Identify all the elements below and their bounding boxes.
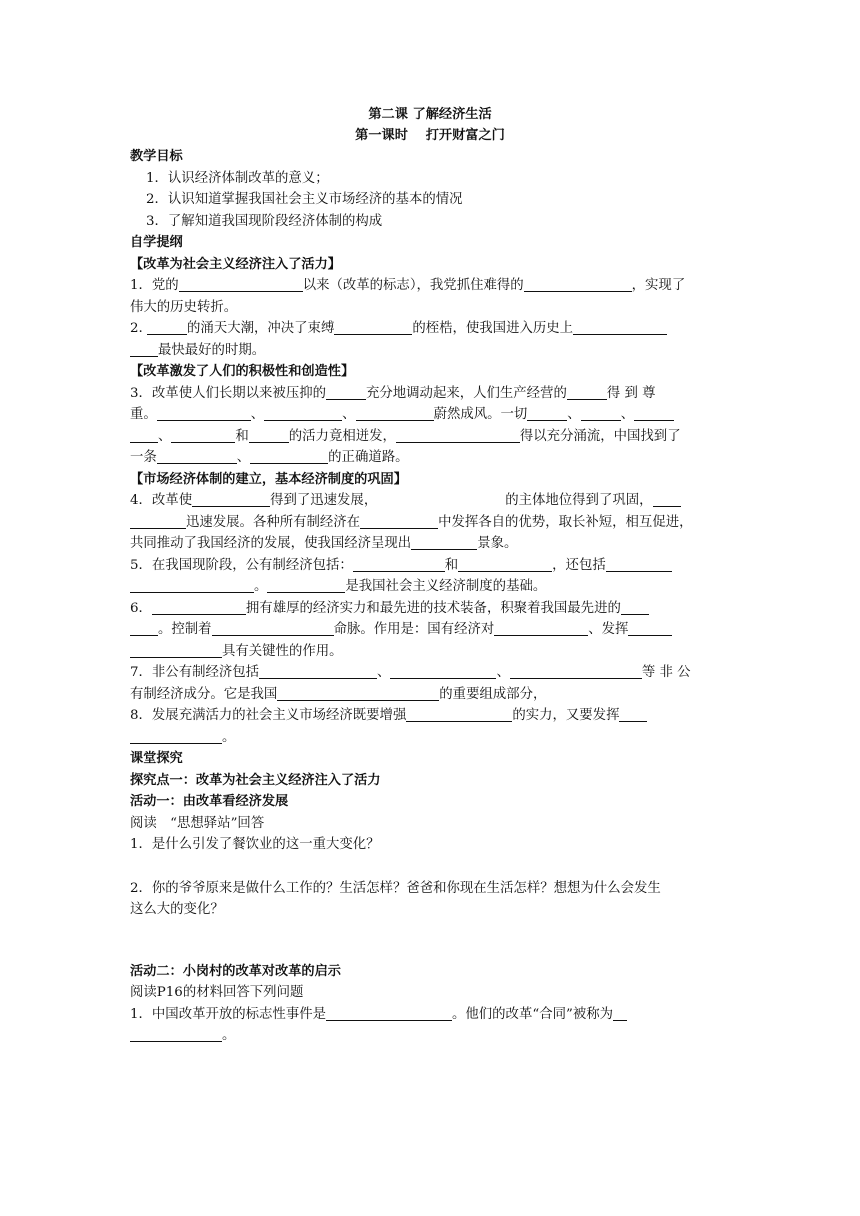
goal-item: 3．了解知道我国现阶段经济体制的构成 — [146, 213, 383, 229]
fill-blank[interactable] — [406, 707, 512, 722]
fill-blank[interactable] — [628, 621, 672, 636]
fill-blank[interactable] — [334, 320, 412, 335]
fill-blank[interactable] — [157, 406, 251, 421]
fill-blank[interactable] — [581, 406, 621, 421]
question-5-cont: 。 是我国社会主义经济制度的基础。 — [130, 576, 730, 598]
question-4: 4．改革使 得到了迅速发展， 的主体地位得到了巩固， — [130, 490, 730, 512]
question-3-cont2: 、 和 的活力竟相迸发， 得以充分涌流，中国找到了 — [130, 426, 730, 448]
goals-heading: 教学目标 — [130, 149, 183, 164]
question-8: 8．发展充满活力的社会主义市场经济既要增强 的实力，又要发挥 — [130, 705, 730, 727]
lesson-subtitle: 第一课时 打开财富之门 — [355, 128, 505, 143]
fill-blank[interactable] — [130, 342, 158, 357]
fill-blank[interactable] — [621, 600, 649, 615]
fill-blank[interactable] — [130, 621, 158, 636]
question-2-cont: 最快最好的时期。 — [130, 340, 730, 362]
activity-1-question-2: 2．你的爷爷原来是做什么工作的？生活怎样？爸爸和你现在生活怎样？想想为什么会发生 — [130, 880, 661, 896]
fill-blank[interactable] — [267, 578, 345, 593]
fill-blank[interactable] — [619, 707, 647, 722]
fill-blank[interactable] — [326, 1006, 452, 1021]
fill-blank[interactable] — [510, 664, 642, 679]
fill-blank[interactable] — [353, 557, 445, 572]
fill-blank[interactable] — [212, 621, 334, 636]
lesson-title: 第二课 了解经济生活 — [368, 107, 492, 122]
fill-blank[interactable] — [567, 385, 607, 400]
inquiry-heading: 课堂探究 — [130, 751, 183, 766]
fill-blank[interactable] — [250, 449, 328, 464]
fill-blank[interactable] — [147, 320, 187, 335]
fill-blank[interactable] — [264, 406, 342, 421]
fill-blank[interactable] — [130, 514, 186, 529]
fill-blank[interactable] — [411, 535, 477, 550]
activity-1-read: 阅读 “思想驿站”回答 — [130, 815, 265, 831]
fill-blank[interactable] — [277, 686, 439, 701]
fill-blank[interactable] — [130, 578, 254, 593]
activity-2-question-1: 1．中国改革开放的标志性事件是 。他们的改革“合同”被称为 — [130, 1004, 730, 1026]
activity-1-heading: 活动一：由改革看经济发展 — [130, 794, 289, 809]
fill-blank[interactable] — [259, 664, 377, 679]
fill-blank[interactable] — [171, 428, 235, 443]
fill-blank[interactable] — [360, 514, 438, 529]
goal-item: 2．认识知道掌握我国社会主义市场经济的基本的情况 — [146, 192, 463, 207]
fill-blank[interactable] — [130, 729, 222, 744]
fill-blank[interactable] — [130, 643, 222, 658]
question-7-cont: 有制经济成分。它是我国 的重要组成部分， — [130, 686, 547, 702]
question-7: 7．非公有制经济包括 、 、 等 非 公 — [130, 665, 691, 680]
question-8-cont: 。 — [130, 727, 730, 749]
fill-blank[interactable] — [524, 277, 632, 292]
fill-blank[interactable] — [157, 449, 237, 464]
fill-blank[interactable] — [606, 557, 672, 572]
section-heading-motivation: 【改革激发了人们的积极性和创造性】 — [130, 364, 355, 379]
outline-heading: 自学提纲 — [130, 235, 183, 250]
inquiry-point-1: 探究点一：改革为社会主义经济注入了活力 — [130, 772, 381, 788]
question-4-cont: 迅速发展。各种所有制经济在 中发挥各自的优势，取长补短，相互促进， — [130, 512, 730, 534]
fill-blank[interactable] — [152, 600, 246, 615]
section-heading-reform: 【改革为社会主义经济注入了活力】 — [130, 256, 341, 272]
question-4-cont2: 共同推动了我国经济的发展，使我国经济呈现出 景象。 — [130, 536, 518, 551]
activity-1-question-2-cont: 这么大的变化？ — [130, 902, 224, 917]
question-5: 5．在我国现阶段，公有制经济包括： 和 ，还包括 — [130, 555, 730, 577]
question-6: 6． 拥有雄厚的经济实力和最先进的技术装备，积聚着我国最先进的 — [130, 598, 730, 620]
fill-blank[interactable] — [527, 406, 567, 421]
fill-blank[interactable] — [396, 428, 520, 443]
goal-item: 1．认识经济体制改革的意义； — [146, 170, 329, 186]
question-6-cont2: 具有关键性的作用。 — [130, 641, 730, 663]
fill-blank[interactable] — [653, 492, 681, 507]
section-heading-market: 【市场经济体制的建立，基本经济制度的巩固】 — [130, 471, 407, 487]
fill-blank[interactable] — [613, 1006, 627, 1021]
question-3-cont: 重。 、 、 蔚然成风。一切 、 、 — [130, 404, 730, 426]
fill-blank[interactable] — [179, 277, 303, 292]
worksheet-page — [130, 104, 730, 1047]
fill-blank[interactable] — [634, 406, 674, 421]
question-2: 2. 的涌天大潮，冲决了束缚 的桎梏，使我国进入历史上 — [130, 318, 730, 340]
fill-blank[interactable] — [573, 320, 667, 335]
activity-2-question-1-cont: 。 — [130, 1025, 730, 1047]
activity-2-heading: 活动二：小岗村的改革对改革的启示 — [130, 963, 341, 979]
fill-blank[interactable] — [458, 557, 552, 572]
question-1-cont: 伟大的历史转折。 — [130, 299, 238, 315]
question-1: 1．党的 以来（改革的标志），我党抓住难得的 ，实现了 — [130, 278, 686, 293]
fill-blank[interactable] — [249, 428, 289, 443]
fill-blank[interactable] — [130, 428, 158, 443]
fill-blank[interactable] — [390, 664, 496, 679]
question-3-cont3: 一条 、 的正确道路。 — [130, 450, 409, 465]
fill-blank[interactable] — [356, 406, 434, 421]
fill-blank[interactable] — [494, 621, 588, 636]
question-3: 3．改革使人们长期以来被压抑的 充分地调动起来，人们生产经营的 得 到 尊 — [130, 385, 656, 401]
activity-1-question-1: 1．是什么引发了餐饮业的这一重大变化？ — [130, 837, 380, 852]
activity-2-read: 阅读P16的材料回答下列问题 — [130, 985, 304, 1000]
question-6-cont: 。控制着 命脉。作用是：国有经济对 、发挥 — [130, 619, 730, 641]
fill-blank[interactable] — [326, 385, 366, 400]
fill-blank[interactable] — [130, 1027, 222, 1042]
fill-blank[interactable] — [192, 492, 270, 507]
